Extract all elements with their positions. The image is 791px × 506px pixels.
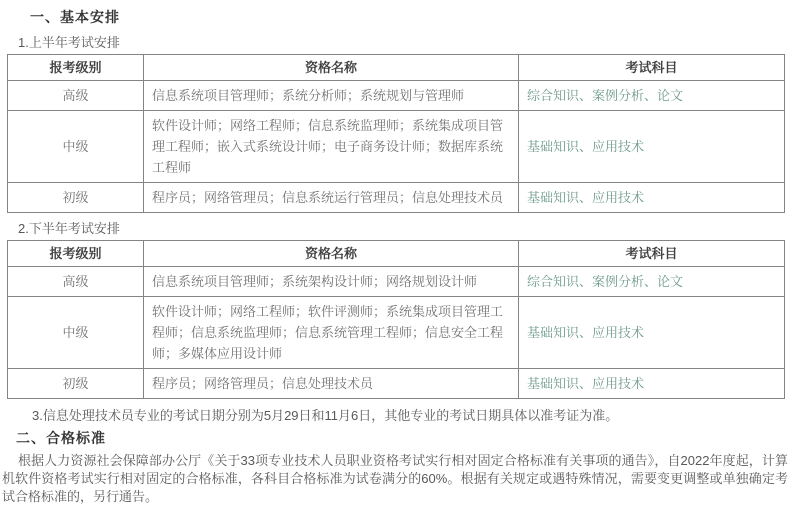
subjects-cell: 基础知识、应用技术 — [519, 297, 785, 369]
qualifications-cell: 程序员；网络管理员；信息系统运行管理员；信息处理技术员 — [144, 183, 519, 213]
section-heading-standard: 二、合格标准 — [16, 430, 106, 446]
standard-paragraph: 根据人力资源社会保障部办公厅《关于33项专业技术人员职业资格考试实行相对固定合格标准有关事项的通告》，自2022年度起，计算机软件资格考试实行相对固定的合格标准，各科目合格标准为试卷满分的60%。根据有关规定或遇特殊情况，需要变更调整或单独确定考试合格标准的，另行通告。 — [2, 453, 788, 504]
first-half-label: 1.上半年考试安排 — [18, 35, 120, 50]
subjects-cell: 基础知识、应用技术 — [519, 183, 785, 213]
exam-table-first-half — [7, 54, 785, 213]
subjects-cell: 综合知识、案例分析、论文 — [519, 267, 785, 297]
table-header-row — [8, 55, 785, 81]
level-cell: 中级 — [8, 111, 144, 183]
qualifications-cell: 程序员；网络管理员；信息处理技术员 — [144, 369, 519, 399]
column-header-qualification: 资格名称 — [144, 241, 519, 267]
table-header-row — [8, 241, 785, 267]
section-heading-arrangement: 一、基本安排 — [30, 9, 120, 25]
column-header-subjects: 考试科目 — [519, 241, 785, 267]
level-cell: 高级 — [8, 81, 144, 111]
exam-date-note: 3.信息处理技术员专业的考试日期分别为5月29日和11月6日，其他专业的考试日期具体以准考证为准。 — [32, 408, 619, 423]
exam-table-second-half — [7, 240, 785, 399]
qualifications-cell: 信息系统项目管理师；系统架构设计师；网络规划设计师 — [144, 267, 519, 297]
table-row — [8, 369, 785, 399]
table-row — [8, 81, 785, 111]
table-row — [8, 267, 785, 297]
table-row — [8, 183, 785, 213]
subjects-cell: 综合知识、案例分析、论文 — [519, 81, 785, 111]
column-header-qualification: 资格名称 — [144, 55, 519, 81]
column-header-level: 报考级别 — [8, 241, 144, 267]
level-cell: 初级 — [8, 183, 144, 213]
subjects-cell: 基础知识、应用技术 — [519, 369, 785, 399]
table-row — [8, 111, 785, 183]
second-half-label: 2.下半年考试安排 — [18, 221, 120, 236]
column-header-level: 报考级别 — [8, 55, 144, 81]
qualifications-cell: 软件设计师；网络工程师；软件评测师；系统集成项目管理工程师；信息系统监理师；信息系统管理工程师；信息安全工程师；多媒体应用设计师 — [144, 297, 519, 369]
qualifications-cell: 信息系统项目管理师；系统分析师；系统规划与管理师 — [144, 81, 519, 111]
subjects-cell: 基础知识、应用技术 — [519, 111, 785, 183]
column-header-subjects: 考试科目 — [519, 55, 785, 81]
qualifications-cell: 软件设计师；网络工程师；信息系统监理师；系统集成项目管理工程师；嵌入式系统设计师；电子商务设计师；数据库系统工程师 — [144, 111, 519, 183]
level-cell: 高级 — [8, 267, 144, 297]
level-cell: 中级 — [8, 297, 144, 369]
level-cell: 初级 — [8, 369, 144, 399]
table-row — [8, 297, 785, 369]
